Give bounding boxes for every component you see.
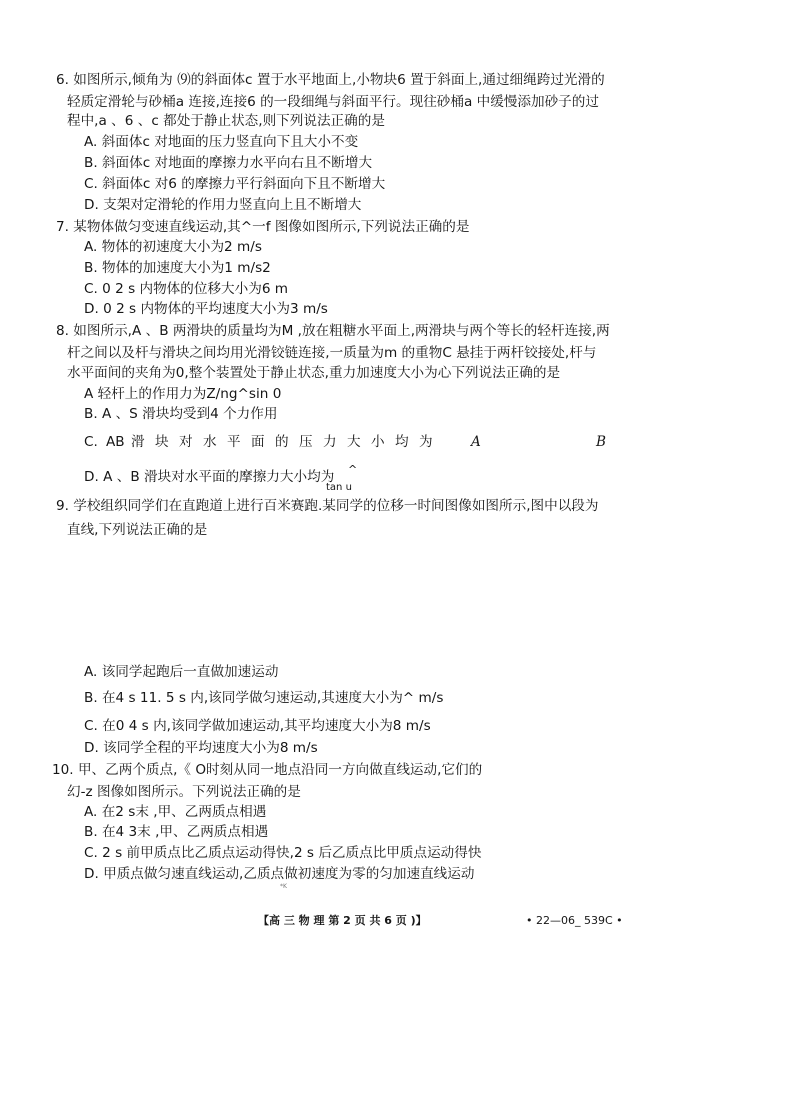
question-8-option-c-word: 对 bbox=[179, 434, 193, 450]
question-6-option-d: D. 支架对定滑轮的作用力竖直向上且不断增大 bbox=[84, 197, 362, 213]
question-10-option-d: D. 甲质点做匀速直线运动,乙质点做初速度为零的匀加速直线运动 bbox=[84, 866, 475, 882]
question-8-option-c-word: 滑 bbox=[131, 434, 145, 450]
question-8-option-c-b: B bbox=[596, 434, 606, 450]
question-7-option-b: B. 物体的加速度大小为1 m/s2 bbox=[84, 260, 271, 276]
question-8-option-c-word: 面 bbox=[251, 434, 265, 450]
question-7-option-d: D. 0 2 s 内物体的平均速度大小为3 m/s bbox=[84, 301, 328, 317]
question-7-option-a: A. 物体的初速度大小为2 m/s bbox=[84, 239, 262, 255]
question-7-line-1: 7. 某物体做匀变速直线运动,其^一f 图像如图所示,下列说法正确的是 bbox=[56, 219, 470, 235]
question-8-option-c-word: 为 bbox=[419, 434, 433, 450]
question-9-option-a: A. 该同学起跑后一直做加速运动 bbox=[84, 664, 279, 680]
question-8-option-c-word: 块 bbox=[155, 434, 169, 450]
question-8-option-c-word: 的 bbox=[275, 434, 289, 450]
question-10-line-2: 幻-z 图像如图所示。下列说法正确的是 bbox=[67, 784, 301, 800]
question-8-option-d-tan: tan u bbox=[326, 482, 352, 493]
question-8-option-a: A 轻杆上的作用力为Z∕ng^sin 0 bbox=[84, 386, 282, 402]
question-10-option-b: B. 在4 3末 ,甲、乙两质点相遇 bbox=[84, 824, 269, 840]
question-10-option-a: A. 在2 s末 ,甲、乙两质点相遇 bbox=[84, 804, 267, 820]
question-8-line-1: 8. 如图所示,A 、B 两滑块的质量均为M ,放在粗糖水平面上,两滑块与两个等长的轻杆连接,两 bbox=[56, 323, 610, 339]
question-8-option-c-word: 力 bbox=[323, 434, 337, 450]
question-8-option-b: B. A 、S 滑块均受到4 个力作用 bbox=[84, 406, 278, 422]
question-9-option-d: D. 该同学全程的平均速度大小为8 m/s bbox=[84, 740, 318, 756]
question-6-line-2: 轻质定滑轮与砂桶a 连接,连接6 的一段细绳与斜面平行。现往砂桶a 中缓慢添加砂子的过 bbox=[67, 94, 599, 110]
question-9-line-1: 9. 学校组织同学们在直跑道上进行百米赛跑.某同学的位移一时间图像如图所示,图中以段为 bbox=[56, 498, 599, 514]
question-8-option-d-hat: ^ bbox=[348, 463, 358, 476]
question-9-option-b: B. 在4 s 11. 5 s 内,该同学做匀速运动,其速度大小为^ m/s bbox=[84, 690, 444, 706]
scan-mark: *K bbox=[280, 883, 287, 890]
question-8-option-c-word: 大 bbox=[347, 434, 361, 450]
question-6-line-1: 6. 如图所示,倾角为 ⑼的斜面体c 置于水平地面上,小物块6 置于斜面上,通过细绳跨过光滑的 bbox=[56, 72, 605, 88]
page-footer-label: 【高 三 物 理 第 2 页 共 6 页 )】 bbox=[258, 914, 427, 927]
question-8-option-c-a: A bbox=[471, 434, 481, 450]
question-8-line-2: 杆之间以及杆与滑块之间均用光滑铰链连接,一质量为m 的重物C 悬挂于两杆铰接处,杆与 bbox=[67, 345, 597, 361]
question-9-line-2: 直线,下列说法正确的是 bbox=[67, 522, 208, 538]
question-6-option-c: C. 斜面体c 对6 的摩擦力平行斜面向下且不断增大 bbox=[84, 176, 386, 192]
question-8-option-c-label: C. bbox=[84, 434, 98, 450]
question-8-option-c-word: 水 bbox=[203, 434, 217, 450]
question-9-option-c: C. 在0 4 s 内,该同学做加速运动,其平均速度大小为8 m/s bbox=[84, 718, 431, 734]
question-8-option-c-word: AB bbox=[106, 434, 125, 450]
question-6-option-b: B. 斜面体c 对地面的摩擦力水平向右且不断增大 bbox=[84, 155, 373, 171]
question-8-option-c-word: 平 bbox=[227, 434, 241, 450]
question-10-option-c: C. 2 s 前甲质点比乙质点运动得快,2 s 后乙质点比甲质点运动得快 bbox=[84, 845, 482, 861]
question-8-option-c-word: 压 bbox=[299, 434, 313, 450]
question-8-option-c-word: 均 bbox=[395, 434, 409, 450]
question-6-line-3: 程中,a 、6 、c 都处于静止状态,则下列说法正确的是 bbox=[67, 113, 385, 129]
question-6-option-a: A. 斜面体c 对地面的压力竖直向下且大小不变 bbox=[84, 134, 359, 150]
page-footer-code: • 22—06_ 539C • bbox=[526, 914, 623, 927]
question-7-option-c: C. 0 2 s 内物体的位移大小为6 m bbox=[84, 281, 289, 297]
question-8-option-c-word: 小 bbox=[371, 434, 385, 450]
question-10-line-1: 10. 甲、乙两个质点,《 O时刻从同一地点沿同一方向做直线运动,它们的 bbox=[52, 762, 483, 778]
question-8-option-d: D. A 、B 滑块对水平面的摩擦力大小均为 bbox=[84, 469, 335, 485]
question-8-line-3: 水平面间的夹角为0,整个装置处于静止状态,重力加速度大小为心下列说法正确的是 bbox=[67, 365, 561, 381]
